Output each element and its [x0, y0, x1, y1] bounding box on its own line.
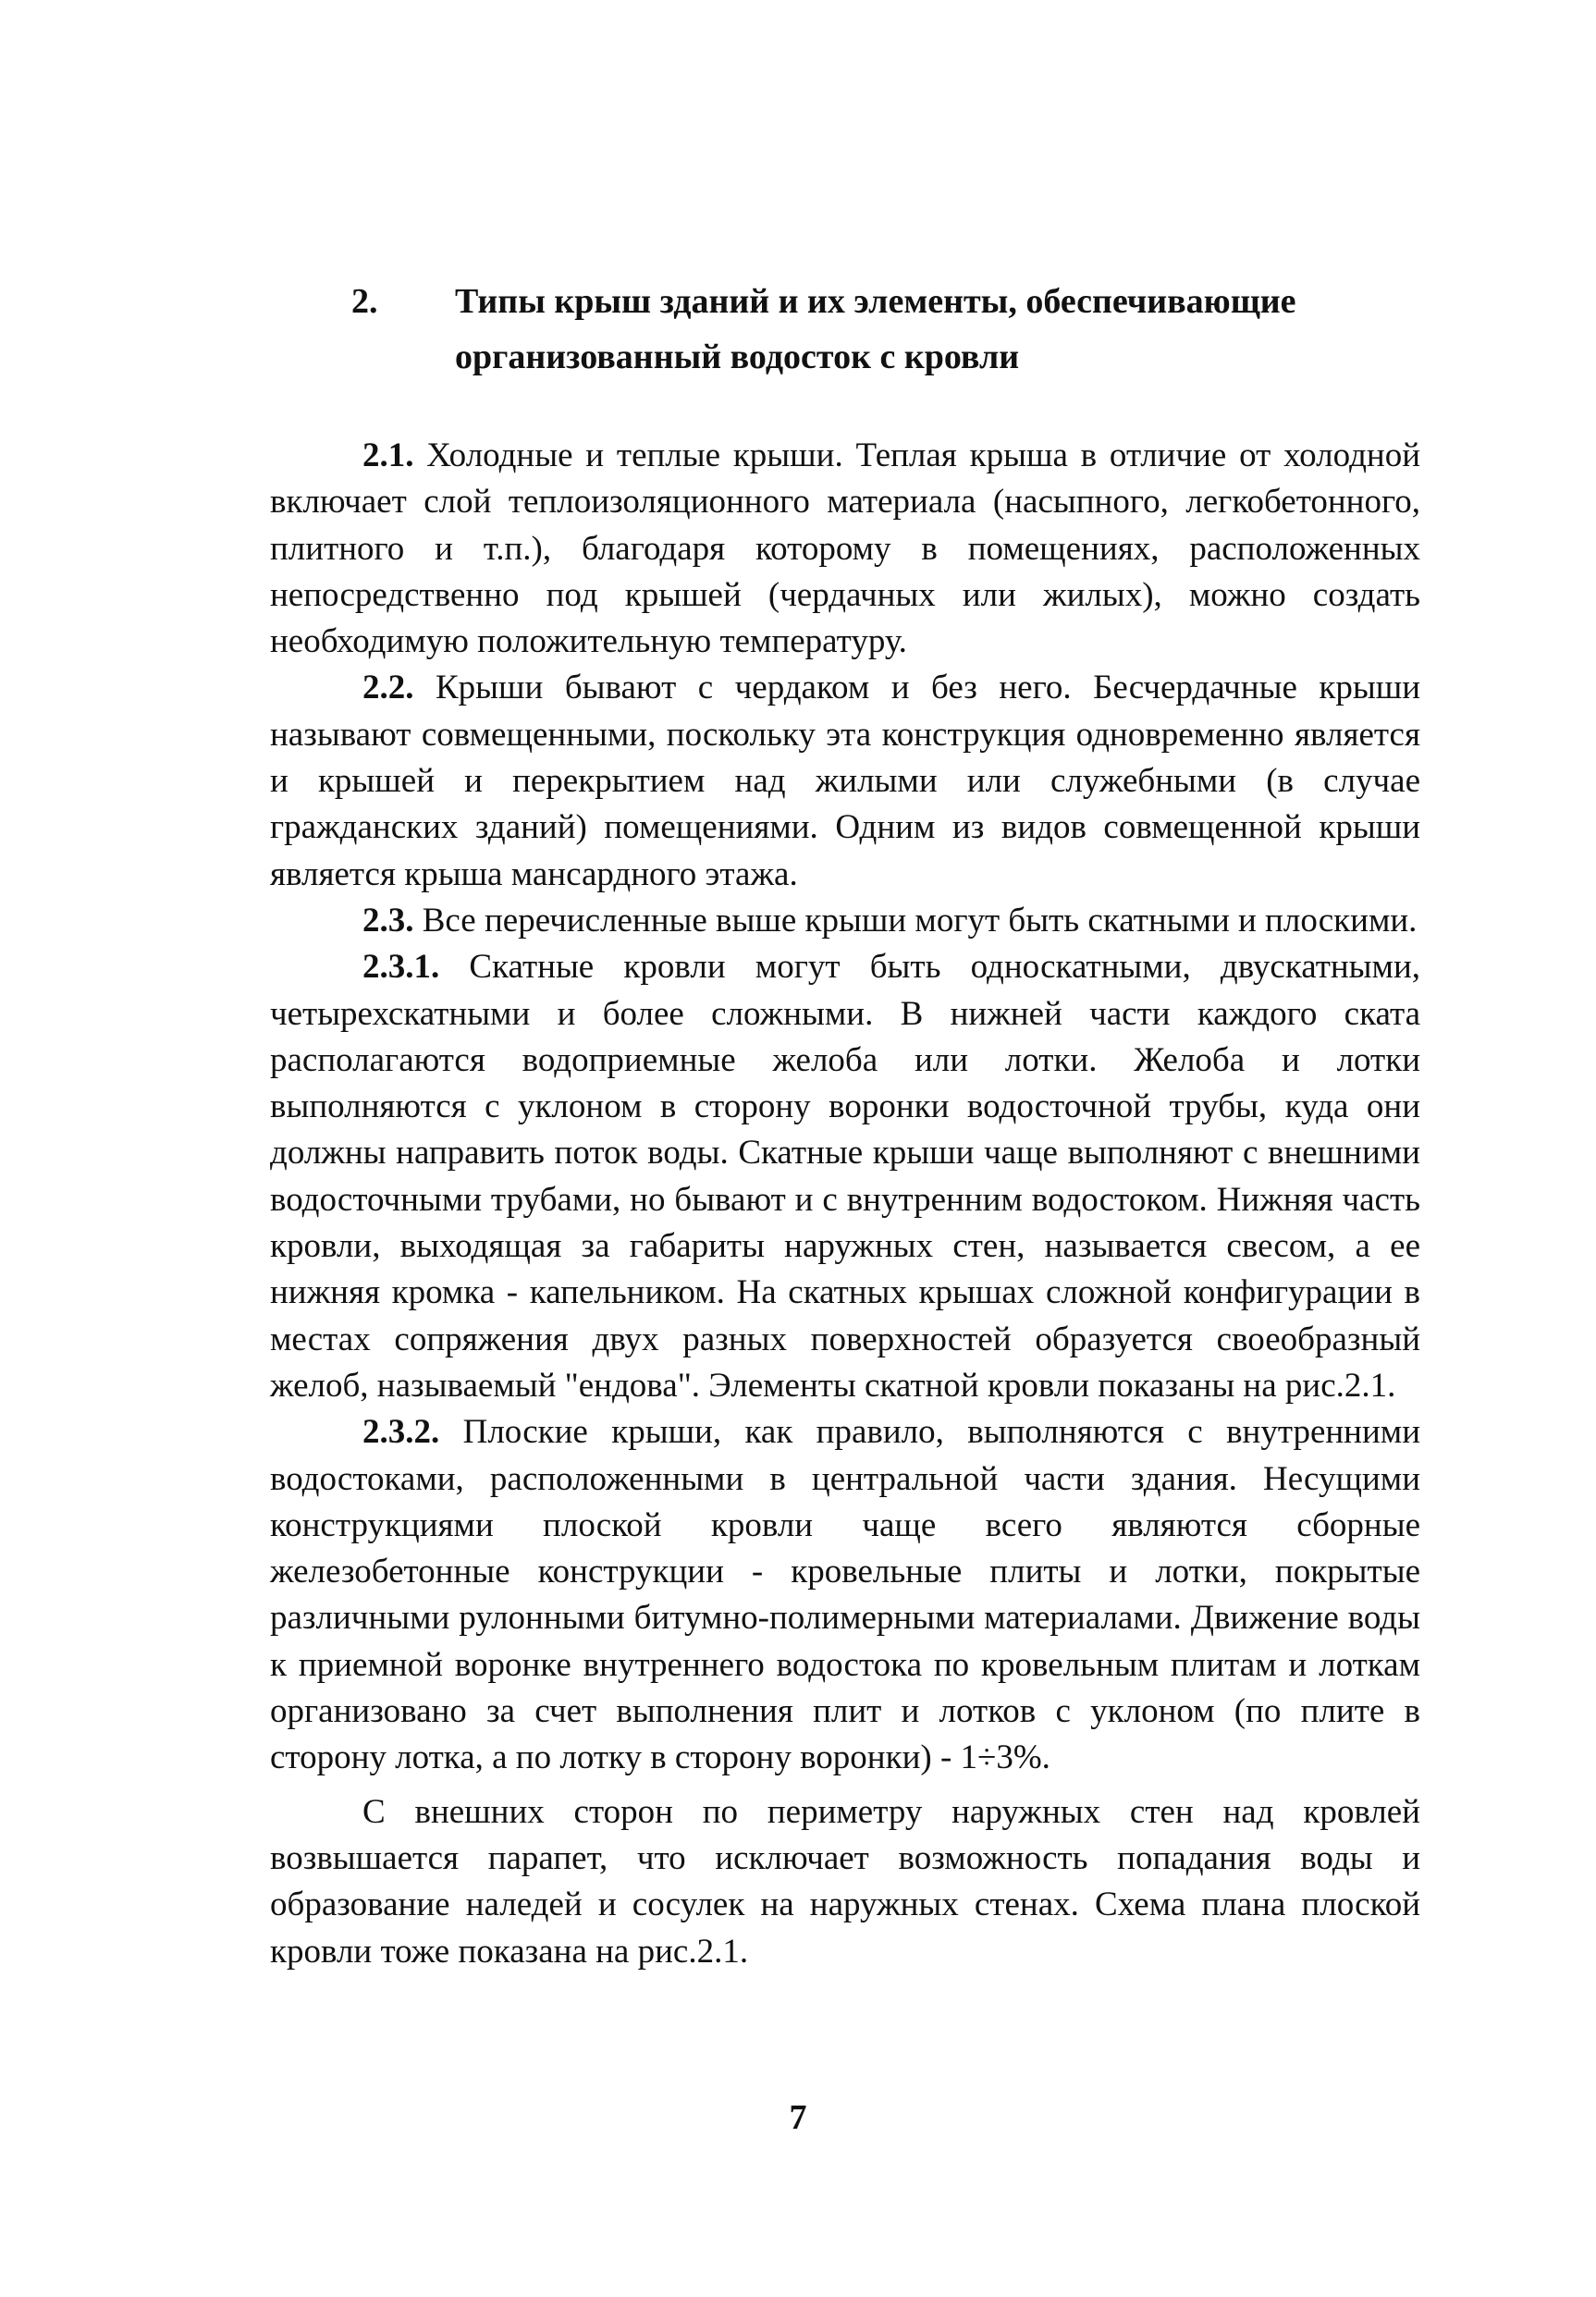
paragraph-number: 2.3.2.	[362, 1413, 440, 1452]
paragraph-number: 2.3.	[362, 901, 414, 940]
page-number: 7	[789, 2098, 807, 2137]
paragraph-number: 2.1.	[362, 436, 414, 474]
paragraph-parapet	[270, 1789, 1420, 1975]
paragraph-2-2	[270, 665, 1420, 897]
paragraph-text: Все перечисленные выше крыши могут быть скатными и плоскими.	[413, 901, 1418, 940]
paragraph-2-1	[270, 433, 1420, 665]
paragraph-text: Крыши бывают с чердаком и без него. Бесчердачные крыши называют совмещенными, поскольку эта конструкция одновременно является и крышей и перекрытием над жилыми или служебными (в случае гражданских зданий) помещениями. Одним из видов совмещенной крыши является крыша мансардного этажа.	[270, 669, 1420, 893]
section-heading	[351, 274, 1369, 385]
body-text	[270, 433, 1420, 1975]
paragraph-text: Скатные кровли могут быть односкатными, двускатными, четырехскатными и более сложными. В нижней части каждого ската располагаются водоприемные желоба или лотки. Желоба и лотки выполняются с уклоном в сторону воронки водосточной трубы, куда они должны направить поток воды. Скатные крыши чаще выполняют с внешними водосточными трубами, но бывают и с внутренним водостоком. Нижняя часть кровли, выходящая за габариты наружных стен, называется свесом, а ее нижняя кромка - капельником. На скатных крышах сложной конфигурации в местах сопряжения двух разных поверхностей образуется своеобразный желоб, называемый "ендова". Элементы скатной кровли показаны на рис.2.1.	[270, 948, 1420, 1405]
paragraph-2-3-1	[270, 944, 1420, 1409]
paragraph-text: С внешних сторон по периметру наружных стен над кровлей возвышается парапет, что исключает возможность попадания воды и образование наледей и сосулек на наружных стенах. Схема плана плоской кровли тоже показана на рис.2.1.	[270, 1792, 1420, 1971]
paragraph-2-3-2	[270, 1409, 1420, 1781]
paragraph-number: 2.2.	[362, 669, 414, 707]
paragraph-number: 2.3.1.	[362, 948, 440, 987]
section-number: 2.	[351, 282, 378, 321]
paragraph-text: Плоские крыши, как правило, выполняются с внутренними водостоками, расположенными в центральной части здания. Несущими конструкциями плоской кровли чаще всего являются сборные железобетонные конструкции - кровельные плиты и лотки, покрытые различными рулонными битумно-полимерными материалами. Движение воды к приемной воронке внутреннего водостока по кровельным плитам и лоткам организовано за счет выполнения плит и лотков с уклоном (по плите в сторону лотка, а по лотку в сторону воронки) - 1÷3%.	[270, 1413, 1420, 1777]
paragraph-text: Холодные и теплые крыши. Теплая крыша в отличие от холодной включает слой теплоизоляционного материала (насыпного, легкобетонного, плитного и т.п.), благодаря которому в помещениях, расположенных непосредственно под крышей (чердачных или жилых), можно создать необходимую положительную температуру.	[270, 436, 1420, 661]
section-title: Типы крыш зданий и их элементы, обеспечивающие организованный водосток с кровли	[455, 282, 1296, 376]
paragraph-2-3	[270, 898, 1420, 944]
